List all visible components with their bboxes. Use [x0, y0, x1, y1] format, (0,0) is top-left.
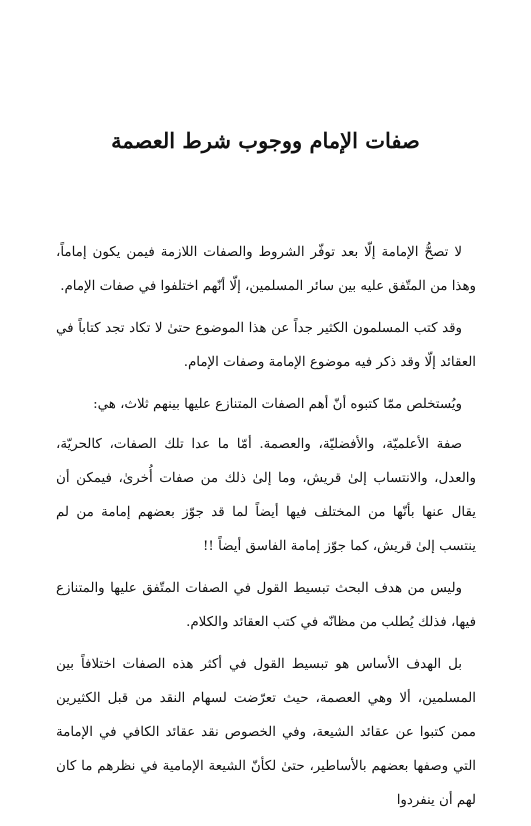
paragraph-6: بل الهدف الأساس هو تبسيط القول في أكثر هذه الصفات اختلافاً بين المسلمين، ألا وهي العصمة، حيث تعرّضت لسهام النقد من قبل الكثيرين ممن كتبوا عن عقائد الشيعة، وفي الخصوص نقد عقائد الكافي في الإمامة التي وصفها بعضهم بالأساطير، حتىٰ لكأنّ الشيعة الإمامية في نظرهم ما كان لهم أن ينفردوا: [56, 657, 476, 808]
paragraph-2: وقد كتب المسلمون الكثير جداً عن هذا الموضوع حتىٰ لا تكاد تجد كتاباً في العقائد إلّا وقد ذكر فيه موضوع الإمامة وصفات الإمام.: [56, 321, 476, 370]
paragraph-5: وليس من هدف البحث تبسيط القول في الصفات المتّفق عليها والمتنازع فيها، فذلك يُطلب من مظانّه في كتب العقائد والكلام.: [56, 581, 476, 630]
paragraph-4: صفة الأعلميّة، والأفضليّة، والعصمة. أمّا ما عدا تلك الصفات، كالحريّة، والعدل، والانتساب إلىٰ قريش، وما إلىٰ ذلك من صفات أُخرىٰ، فيمكن أن يقال عنها بأنّها من المختلف فيها أيضاً لما قد جوّز بعضهم إمامة من لم ينتسب إلىٰ قريش، كما جوّز إمامة الفاسق أيضاً !!: [56, 437, 476, 554]
paragraph-3: ويُستخلص ممّا كتبوه أنّ أهم الصفات المتنازع عليها بينهم ثلاث، هي:: [93, 397, 462, 412]
body-text: [56, 236, 476, 826]
paragraph-1: لا تصحُّ الإمامة إلّا بعد توفّر الشروط والصفات اللازمة فيمن يكون إماماً، وهذا من المتّفق عليه بين سائر المسلمين، إلّا أنّهم اختلفوا في صفات الإمام.: [56, 245, 476, 294]
page-title: صفات الإمام ووجوب شرط العصمة: [111, 128, 420, 153]
